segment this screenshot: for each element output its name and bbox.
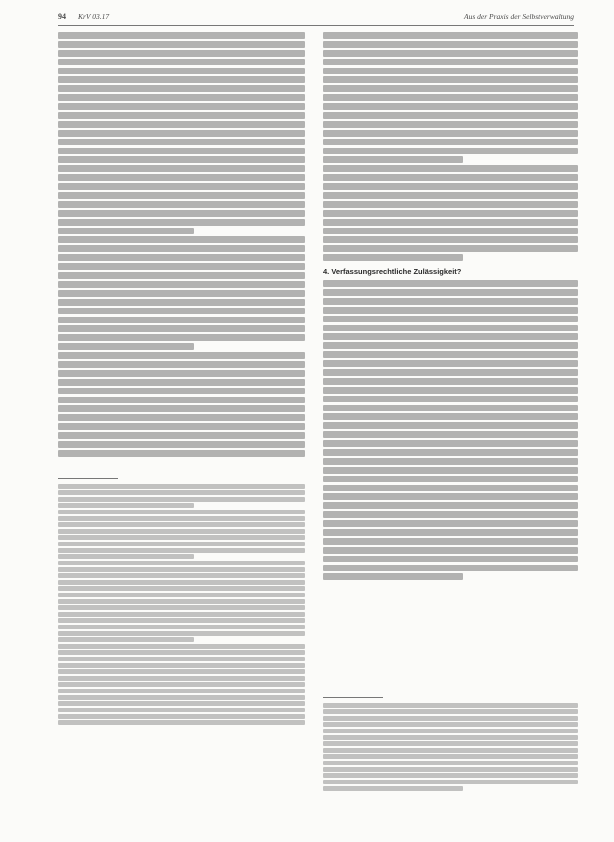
footnote-line xyxy=(323,780,578,785)
text-line xyxy=(58,94,305,101)
text-line xyxy=(58,361,305,368)
text-line xyxy=(323,351,578,358)
footnote-line xyxy=(58,593,305,598)
text-line xyxy=(323,360,578,367)
text-line xyxy=(58,139,305,146)
footnote-line xyxy=(58,612,305,617)
section-heading: 4. Verfassungsrechtliche Zulässigkeit? xyxy=(323,267,462,277)
text-line xyxy=(58,156,305,163)
text-line xyxy=(323,316,578,323)
text-line xyxy=(58,50,305,57)
text-line xyxy=(58,236,305,243)
text-line xyxy=(323,130,578,137)
footnote-line xyxy=(58,701,305,706)
footnote-line xyxy=(323,741,578,746)
text-line xyxy=(323,378,578,385)
footnote-line xyxy=(323,703,578,708)
text-line xyxy=(323,112,578,119)
text-line xyxy=(323,201,578,208)
page-number: 94 xyxy=(58,12,66,21)
text-line xyxy=(58,210,305,217)
text-line xyxy=(323,236,578,243)
text-line xyxy=(58,59,305,66)
footnote-line xyxy=(58,535,305,540)
text-line xyxy=(323,405,578,412)
text-line xyxy=(58,174,305,181)
footnote-line xyxy=(58,605,305,610)
text-line xyxy=(323,387,578,394)
text-line xyxy=(58,308,305,315)
text-line xyxy=(323,121,578,128)
text-line xyxy=(58,450,305,457)
text-line xyxy=(323,32,578,39)
footnote-line xyxy=(323,748,578,753)
footnote-line xyxy=(323,773,578,778)
text-line xyxy=(323,298,578,305)
footnote-line xyxy=(58,599,305,604)
text-line xyxy=(323,192,578,199)
text-line xyxy=(323,254,463,261)
text-line xyxy=(323,520,578,527)
text-line xyxy=(58,245,305,252)
footnote-line xyxy=(58,490,305,495)
footnotes-right xyxy=(323,697,578,791)
footnote-line xyxy=(323,767,578,772)
text-line xyxy=(58,379,305,386)
footnote-line xyxy=(58,573,305,578)
footnote-line xyxy=(58,695,305,700)
text-line xyxy=(323,502,578,509)
text-line xyxy=(323,342,578,349)
text-line xyxy=(58,343,194,350)
text-line xyxy=(323,325,578,332)
text-line xyxy=(323,183,578,190)
text-line xyxy=(323,422,578,429)
footnote-line xyxy=(58,497,305,502)
footnote-line xyxy=(58,708,305,713)
text-line xyxy=(58,281,305,288)
footnote-line xyxy=(58,682,305,687)
text-line xyxy=(58,370,305,377)
footnote-line xyxy=(58,714,305,719)
text-line xyxy=(58,192,305,199)
text-line xyxy=(323,547,578,554)
journal-name: KrV 03.17 xyxy=(78,12,110,21)
footnote-line xyxy=(58,720,305,725)
text-line xyxy=(58,148,305,155)
text-line xyxy=(58,183,305,190)
text-line xyxy=(58,41,305,48)
text-line xyxy=(323,440,578,447)
footnote-line xyxy=(323,729,578,734)
text-line xyxy=(58,290,305,297)
footnote-rule xyxy=(58,478,118,479)
text-line xyxy=(323,76,578,83)
text-line xyxy=(58,219,305,226)
footnote-line xyxy=(58,561,305,566)
text-line xyxy=(58,76,305,83)
text-line xyxy=(323,467,578,474)
text-line xyxy=(323,511,578,518)
footnote-line xyxy=(58,625,305,630)
text-line xyxy=(58,317,305,324)
text-line xyxy=(323,94,578,101)
text-line xyxy=(58,397,305,404)
text-line xyxy=(323,280,578,287)
footnote-line xyxy=(58,586,305,591)
text-line xyxy=(323,148,578,155)
footnote-line xyxy=(58,644,305,649)
text-line xyxy=(58,68,305,75)
text-line xyxy=(323,165,578,172)
text-line xyxy=(323,556,578,563)
footnote-line xyxy=(58,631,305,636)
right-column xyxy=(323,32,578,580)
footnote-line xyxy=(58,542,305,547)
text-line xyxy=(323,139,578,146)
header-rule xyxy=(58,25,574,26)
text-line xyxy=(323,449,578,456)
text-line xyxy=(323,210,578,217)
text-line xyxy=(323,59,578,66)
text-line xyxy=(323,245,578,252)
footnote-line xyxy=(58,689,305,694)
text-line xyxy=(58,432,305,439)
text-line xyxy=(323,228,578,235)
text-line xyxy=(58,414,305,421)
text-line xyxy=(323,529,578,536)
footnote-line xyxy=(58,529,305,534)
footnote-line xyxy=(58,484,305,489)
footnote-line xyxy=(58,503,194,508)
footnote-line xyxy=(323,709,578,714)
text-line xyxy=(323,68,578,75)
text-line xyxy=(323,485,578,492)
text-line xyxy=(323,219,578,226)
footnote-line xyxy=(323,735,578,740)
text-line xyxy=(58,263,305,270)
text-line xyxy=(323,307,578,314)
text-line xyxy=(58,272,305,279)
text-line xyxy=(58,441,305,448)
footnote-line xyxy=(58,637,194,642)
text-line xyxy=(58,325,305,332)
text-line xyxy=(323,369,578,376)
left-column xyxy=(58,32,305,457)
text-line xyxy=(58,405,305,412)
footnote-line xyxy=(58,548,305,553)
footnote-line xyxy=(58,657,305,662)
text-line xyxy=(58,112,305,119)
text-line xyxy=(323,458,578,465)
text-line xyxy=(323,333,578,340)
text-line xyxy=(323,156,463,163)
footnote-line xyxy=(58,618,305,623)
text-line xyxy=(323,289,578,296)
text-line xyxy=(323,103,578,110)
text-line xyxy=(58,201,305,208)
footnote-line xyxy=(58,567,305,572)
footnote-line xyxy=(323,716,578,721)
text-line xyxy=(58,32,305,39)
text-line xyxy=(58,121,305,128)
text-line xyxy=(323,573,463,580)
text-line xyxy=(58,352,305,359)
text-line xyxy=(323,538,578,545)
footnote-line xyxy=(323,754,578,759)
text-line xyxy=(323,41,578,48)
text-line xyxy=(323,413,578,420)
running-title: Aus der Praxis der Selbstverwaltung xyxy=(464,12,574,21)
right-column-text-top xyxy=(323,32,578,261)
text-line xyxy=(323,476,578,483)
text-line xyxy=(323,431,578,438)
footnote-line xyxy=(58,516,305,521)
text-line xyxy=(58,254,305,261)
text-line xyxy=(323,493,578,500)
footnote-rule xyxy=(323,697,383,698)
right-column-text-bottom xyxy=(323,280,578,580)
footnote-line xyxy=(58,522,305,527)
footnote-line xyxy=(58,669,305,674)
text-line xyxy=(58,130,305,137)
footnote-lines-left xyxy=(58,484,305,725)
text-line xyxy=(323,174,578,181)
page-header xyxy=(58,12,574,24)
footnote-line xyxy=(58,676,305,681)
text-line xyxy=(58,299,305,306)
footnote-line xyxy=(323,722,578,727)
footnote-line xyxy=(58,510,305,515)
left-column-text xyxy=(58,32,305,457)
footnote-lines-right xyxy=(323,703,578,791)
footnote-line xyxy=(58,650,305,655)
text-line xyxy=(58,228,194,235)
text-line xyxy=(323,396,578,403)
footnote-line xyxy=(323,761,578,766)
footnote-line xyxy=(58,580,305,585)
text-line xyxy=(58,423,305,430)
text-line xyxy=(323,85,578,92)
footnote-line xyxy=(58,554,194,559)
text-line xyxy=(58,165,305,172)
footnote-line xyxy=(323,786,463,791)
text-line xyxy=(58,388,305,395)
footnotes-left xyxy=(58,478,305,725)
text-line xyxy=(58,103,305,110)
text-line xyxy=(323,50,578,57)
text-line xyxy=(323,565,578,572)
text-line xyxy=(58,85,305,92)
footnote-line xyxy=(58,663,305,668)
text-line xyxy=(58,334,305,341)
